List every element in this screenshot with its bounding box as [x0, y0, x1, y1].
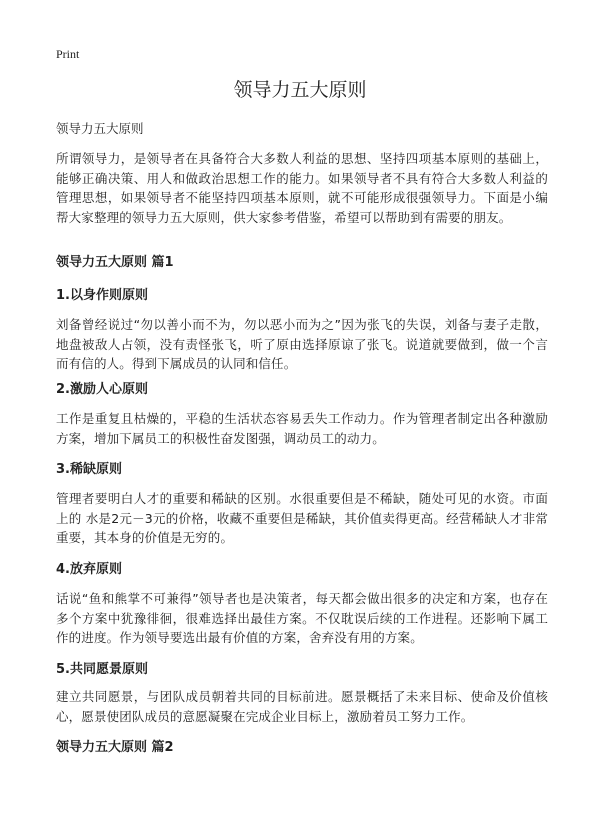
principle-body-2: 工作是重复且枯燥的，平稳的生活状态容易丢失工作动力。作为管理者制定出各种激励方案，增加下属员工的积极性奋发图强，调动员工的动力。 [56, 411, 548, 446]
print-link[interactable]: Print [56, 47, 80, 61]
principle-body-4: 话说“鱼和熊掌不可兼得”领导者也是决策者，每天都会做出很多的决定和方案，也存在多个方案中犹豫徘徊，很难选择出最佳方案。不仅耽误后续的工作进程。还影响下属工作的进度。作为领导要选出最有价值的方案，舍弃没有用的方案。 [56, 591, 548, 645]
principle-body-3: 管理者要明白人才的重要和稀缺的区别。水很重要但是不稀缺，随处可见的水资。市面上的 水是2元－3元的价格，收藏不重要但是稀缺，其价值卖得更高。经营稀缺人才非常重要，其本身的价值是无穷的。 [56, 491, 548, 545]
page-title: 领导力五大原则 [233, 79, 367, 101]
principle-body-1: 刘备曾经说过“勿以善小而不为，勿以恶小而为之”因为张飞的失误，刘备与妻子走散，地盘被敌人占领，没有责怪张飞，听了原由选择原谅了张飞。说道就要做到，做一个言而有信的人。得到下属成员的认同和信任。 [56, 317, 548, 371]
principle-body-5: 建立共同愿景，与团队成员朝着共同的目标前进。愿景概括了未来目标、使命及价值核心，愿景使团队成员的意愿凝聚在完成企业目标上，激励着员工努力工作。 [56, 689, 548, 724]
principle-heading-1: 1.以身作则原则 [56, 288, 148, 303]
principle-heading-4: 4.放弃原则 [56, 562, 122, 577]
document-subtitle: 领导力五大原则 [56, 121, 144, 136]
principle-heading-2: 2.激励人心原则 [56, 382, 148, 397]
principle-heading-5: 5.共同愿景原则 [56, 662, 148, 677]
intro-paragraph: 所谓领导力，是领导者在具备符合大多数人利益的思想、坚持四项基本原则的基础上，能够正确决策、用人和做政治思想工作的能力。如果领导者不具有符合大多数人利益的管理思想，如果领导者不能坚持四项基本原则，就不可能形成很强领导力。下面是小编帮大家整理的领导力五大原则，供大家参考借鉴，希望可以帮助到有需要的朋友。 [56, 151, 548, 225]
section-heading-1: 领导力五大原则 篇1 [56, 255, 174, 270]
section-heading-2: 领导力五大原则 篇2 [56, 740, 174, 755]
principle-heading-3: 3.稀缺原则 [56, 462, 122, 477]
